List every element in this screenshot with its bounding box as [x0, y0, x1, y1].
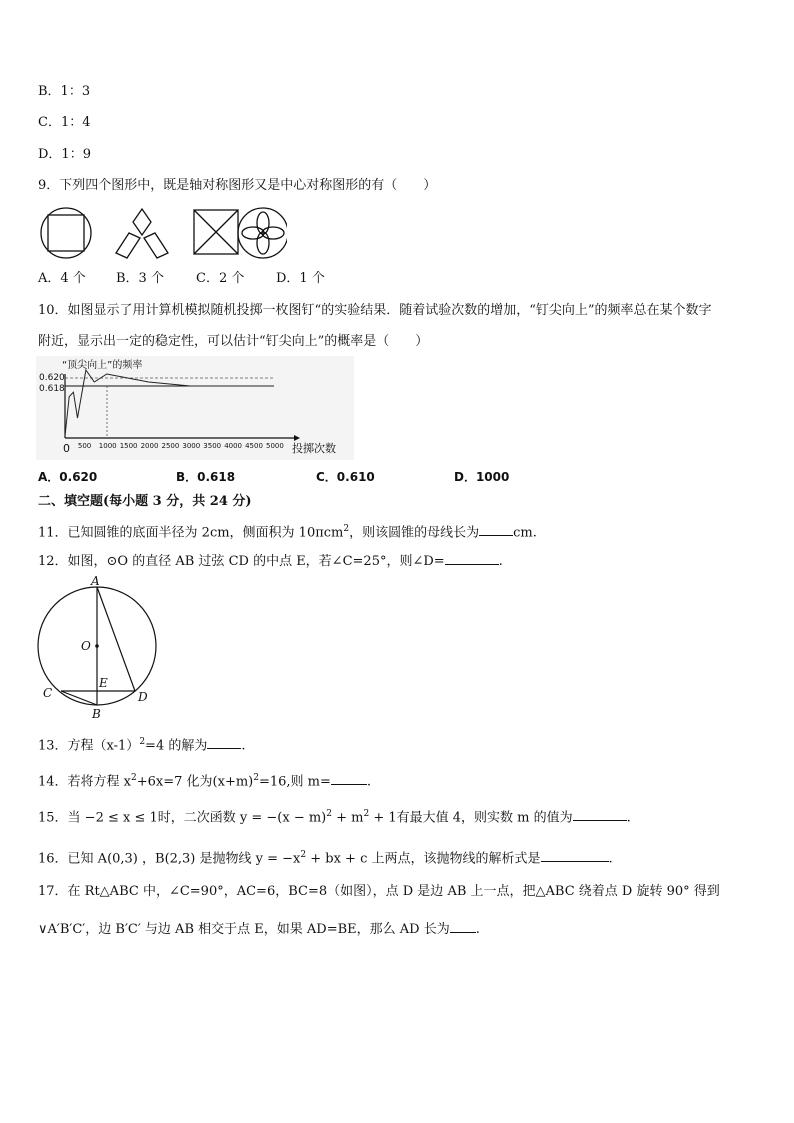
q11-answer-blank[interactable]: [479, 523, 513, 536]
center-point-o: [95, 644, 99, 648]
x-tick-2000: 2000: [140, 442, 159, 450]
q15-text-a: 15．当 −2 ≤ x ≤ 1时，二次函数 y = −(x − m): [38, 810, 327, 826]
chart-xlabel: 投掷次数: [292, 442, 336, 455]
q8-option-c: C．1：4: [38, 115, 91, 130]
q17-answer-blank[interactable]: [450, 920, 476, 933]
label-o: O: [81, 639, 91, 653]
q17-line1: 17．在 Rt△ABC 中，∠C=90°，AC=6，BC=8（如图），点 D 是边 AB 上一点，把△ABC 绕着点 D 旋转 90° 得到: [38, 884, 720, 899]
q14-text-d: .: [366, 774, 372, 790]
x-tick-3000: 3000: [182, 442, 201, 450]
q14-answer-blank[interactable]: [331, 772, 367, 785]
q10-option-a: A．0.620: [38, 470, 98, 484]
q16: [38, 846, 613, 868]
q10-option-b: B．0.618: [176, 470, 236, 484]
q10-option-d: D．1000: [454, 470, 510, 484]
q9-figures: [37, 207, 287, 259]
q9-option-b: B．3 个: [116, 271, 164, 286]
y-tick-0618: 0.618: [39, 384, 65, 394]
label-d: D: [138, 690, 148, 704]
q15-answer-blank[interactable]: [573, 808, 627, 821]
q14-text-a: 14．若将方程 x: [38, 774, 132, 790]
q17-text-a: ∨A′B′C′，边 B′C′ 与边 AB 相交于点 E，如果 AD=BE，那么 AD 长为: [38, 922, 450, 937]
q14-sup1: 2: [131, 773, 137, 783]
segment-cb: [61, 691, 97, 705]
q14-sup2: 2: [253, 773, 259, 783]
x-tick-4000: 4000: [224, 442, 243, 450]
q11: [38, 520, 537, 542]
q12-circle-figure: [34, 574, 166, 720]
q9-option-c: C．2 个: [196, 271, 245, 286]
x-tick-1000: 1000: [98, 442, 117, 450]
section2-heading: 二、填空题(每小题 3 分，共 24 分): [38, 494, 252, 509]
label-e: E: [99, 676, 108, 690]
q13-answer-blank[interactable]: [207, 736, 241, 749]
figure-circle-with-square: [41, 208, 91, 258]
q10-line1: 10．如图显示了用计算机模拟随机投掷一枚图钉“的实验结果．随着试验次数的增加，“钉尖向上”的频率总在某个数字: [38, 303, 712, 318]
q9-option-d: D．1 个: [276, 271, 325, 286]
q16-text-c: .: [608, 851, 613, 867]
x-tick-1500: 1500: [119, 442, 138, 450]
q15-sup2: 2: [363, 809, 370, 819]
q15-text-d: .: [626, 810, 631, 826]
q16-text-b: + bx + c 上两点，该抛物线的解析式是: [306, 851, 541, 867]
q10-frequency-chart: [36, 356, 354, 460]
q11-text-b: ，则该圆锥的母线长为: [349, 525, 480, 541]
label-c: C: [43, 686, 53, 700]
q16-text-a: 16．已知 A(0,3) ，B(2,3) 是抛物线 y = −x: [38, 851, 301, 867]
label-a: A: [91, 574, 100, 588]
q12-text-a: 12．如图，⊙O 的直径 AB 过弦 CD 的中点 E，若∠C=25°，则∠D=: [38, 554, 445, 569]
q14: [38, 769, 371, 791]
figure-circle-with-petals: [238, 208, 287, 258]
q15-text-b: + m: [331, 810, 364, 826]
q10-line2: 附近，显示出一定的稳定性，可以估计“钉尖向上”的概率是（ ）: [38, 334, 429, 349]
q15-sup1: 2: [326, 809, 332, 819]
q10-option-c: C．0.610: [316, 470, 375, 484]
q13-text-c: .: [241, 738, 246, 754]
x-tick-3500: 3500: [203, 442, 222, 450]
q9-options: [38, 270, 325, 288]
q8-option-b: B．1：3: [38, 84, 91, 99]
q9-option-a: A．4 个: [38, 271, 86, 286]
q13-text-b: =4 的解为: [145, 738, 208, 754]
x-tick-5000: 5000: [266, 442, 284, 450]
q13-sup: 2: [139, 737, 146, 747]
q12-answer-blank[interactable]: [445, 552, 499, 565]
x-tick-0: 0: [63, 442, 70, 455]
q17-line2: [38, 920, 480, 939]
q11-sup: 2: [343, 524, 350, 534]
q16-sup: 2: [300, 850, 307, 860]
y-tick-0620: 0.620: [39, 373, 65, 383]
q12-text-b: .: [498, 554, 503, 569]
q13-text-a: 13．方程（x-1）: [38, 738, 140, 754]
q11-text-c: cm.: [513, 525, 537, 541]
q13: [38, 733, 245, 755]
q10-options: [38, 468, 509, 486]
figure-three-diamonds: [116, 209, 168, 258]
q8-option-d: D．1：9: [38, 147, 91, 162]
q11-text-a: 11．已知圆锥的底面半径为 2cm，侧面积为 10πcm: [38, 525, 344, 541]
q12: [38, 552, 503, 571]
x-tick-4500: 4500: [245, 442, 263, 450]
q14-text-c: =16,则 m=: [258, 774, 331, 790]
label-b: B: [92, 707, 101, 720]
q9-stem: 9．下列四个图形中，既是轴对称图形又是中心对称图形的有（ ）: [38, 178, 437, 193]
q16-answer-blank[interactable]: [541, 849, 609, 862]
q14-text-b: +6x=7 化为(x+m): [136, 774, 254, 790]
q15: [38, 805, 631, 827]
chart-ylabel: “顶尖向上”的频率: [62, 360, 143, 371]
x-tick-500: 500: [77, 442, 92, 450]
figure-square-with-diagonals: [194, 210, 238, 254]
q15-text-c: + 1有最大值 4，则实数 m 的值为: [369, 810, 573, 826]
x-tick-2500: 2500: [161, 442, 180, 450]
q17-text-b: .: [475, 922, 480, 937]
